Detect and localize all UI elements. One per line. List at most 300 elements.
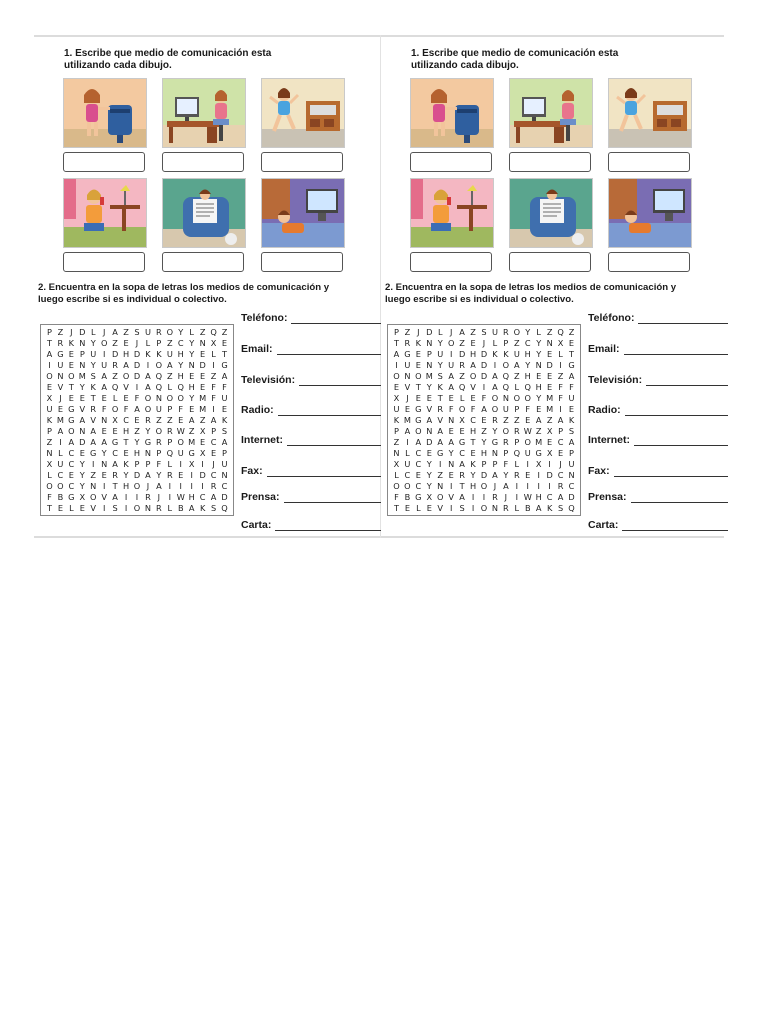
word-search-letter: V bbox=[90, 502, 97, 513]
word-search-letter: Y bbox=[448, 447, 454, 458]
word-search-letter: J bbox=[504, 491, 508, 502]
word-search-letter: F bbox=[558, 382, 563, 393]
word-search-letter: C bbox=[57, 469, 64, 480]
word-search-letter: C bbox=[557, 469, 564, 480]
word-search-letter: T bbox=[68, 382, 74, 393]
word-search-letter: Z bbox=[459, 371, 465, 382]
television-scene-icon bbox=[608, 178, 692, 248]
word-search-letter: O bbox=[393, 480, 400, 491]
word-search-letter: U bbox=[502, 404, 509, 415]
word-search-letter: F bbox=[503, 458, 509, 469]
word-search-letter: A bbox=[210, 491, 217, 502]
word-search-letter: F bbox=[123, 404, 129, 415]
word-search-letter: C bbox=[459, 447, 465, 458]
word-search-letter: I bbox=[482, 382, 486, 393]
word-search-letter: Y bbox=[79, 382, 85, 393]
word-search-letter: I bbox=[548, 480, 551, 491]
word-search-letter: A bbox=[481, 404, 487, 415]
word-search-letter: N bbox=[155, 393, 162, 404]
word-search-letter: Z bbox=[535, 425, 542, 436]
word-search-letter: O bbox=[447, 338, 455, 349]
word-search-letter: V bbox=[426, 404, 433, 415]
word-search-letter: R bbox=[145, 491, 151, 502]
word-search-letter: A bbox=[459, 491, 465, 502]
word-search-letter: D bbox=[480, 349, 488, 360]
word-search-letter: X bbox=[459, 414, 465, 425]
word-search-letter: J bbox=[70, 327, 73, 338]
word-search-letter: S bbox=[134, 327, 140, 338]
word-search-letter: N bbox=[79, 338, 86, 349]
word-search-letter: E bbox=[459, 425, 465, 436]
word-search-letter: F bbox=[222, 382, 227, 393]
word-search-letter: A bbox=[426, 414, 433, 425]
word-search-letter: Y bbox=[426, 469, 432, 480]
word-search-letter: U bbox=[568, 393, 575, 404]
word-search-letter: R bbox=[112, 360, 118, 371]
answer-line[interactable] bbox=[291, 313, 381, 324]
word-search-letter: E bbox=[200, 436, 206, 447]
word-search-letter: F bbox=[394, 491, 399, 502]
answer-line[interactable] bbox=[638, 313, 728, 324]
word-search-letter: D bbox=[480, 360, 488, 371]
word-search-letter: A bbox=[90, 436, 97, 447]
word-search-letter: P bbox=[156, 447, 162, 458]
word-search-letter: B bbox=[57, 491, 64, 502]
word-search-letter: T bbox=[415, 382, 421, 393]
word-search-letter: A bbox=[448, 436, 454, 447]
answer-box-6[interactable] bbox=[261, 252, 343, 272]
word-search-letter: P bbox=[426, 349, 432, 360]
word-search-letter: O bbox=[100, 338, 108, 349]
word-search-letter: O bbox=[68, 371, 75, 382]
word-search-letter: Z bbox=[393, 436, 400, 447]
word-search-letter: W bbox=[176, 425, 185, 436]
word-search-letter: Y bbox=[426, 458, 432, 469]
word-search-letter: E bbox=[79, 502, 85, 513]
word-search-letter: A bbox=[167, 360, 173, 371]
word-search-letter: U bbox=[448, 360, 455, 371]
word-search-letter: U bbox=[101, 360, 108, 371]
word-search-letter: I bbox=[406, 436, 409, 447]
word-search-letter: D bbox=[480, 469, 488, 480]
word-search-letter: I bbox=[48, 360, 51, 371]
word-search-letter: F bbox=[481, 393, 487, 404]
word-search-letter: G bbox=[437, 447, 444, 458]
answer-line[interactable] bbox=[275, 520, 381, 531]
mailbox-scene-icon bbox=[410, 78, 494, 148]
word-search-letter: I bbox=[124, 502, 128, 513]
word-search-letter: I bbox=[190, 480, 193, 491]
word-search-letter: M bbox=[199, 393, 207, 404]
word-search-letter: E bbox=[200, 349, 206, 360]
word-search-letter: B bbox=[524, 502, 531, 513]
word-search-letter: E bbox=[68, 393, 74, 404]
word-search-letter: E bbox=[404, 502, 410, 513]
word-search-letter: Z bbox=[470, 327, 476, 338]
word-search-letter: E bbox=[470, 447, 476, 458]
word-search-letter: O bbox=[122, 371, 130, 382]
word-search-letter: E bbox=[448, 393, 454, 404]
word-search-letter: A bbox=[535, 414, 542, 425]
word-search-letter: A bbox=[112, 458, 118, 469]
word-search-letter: E bbox=[57, 502, 63, 513]
word-search-letter: Q bbox=[155, 382, 163, 393]
word-search-letter: D bbox=[568, 491, 575, 502]
word-search-letter: Z bbox=[57, 327, 64, 338]
word-search-letter: I bbox=[102, 502, 106, 513]
word-search-letter: I bbox=[526, 480, 529, 491]
word-search-letter: Q bbox=[221, 502, 228, 513]
word-search-letter: Y bbox=[156, 469, 162, 480]
word-search-letter: Y bbox=[178, 327, 184, 338]
word-search-letter: R bbox=[112, 469, 118, 480]
word-search-letter: I bbox=[135, 491, 139, 502]
word-search-letter: C bbox=[524, 338, 531, 349]
word-search-letter: Y bbox=[525, 360, 531, 371]
newspaper-scene-icon bbox=[162, 178, 246, 248]
word-search-letter: J bbox=[449, 327, 453, 338]
word-search-letter: H bbox=[535, 382, 542, 393]
answer-box-5[interactable] bbox=[162, 252, 244, 272]
word-search-letter: I bbox=[201, 458, 204, 469]
word-search-letter: D bbox=[111, 349, 119, 360]
word-search-letter: O bbox=[68, 425, 75, 436]
word-search-letter: U bbox=[491, 327, 498, 338]
word-search-letter: Q bbox=[155, 371, 163, 382]
word-search-letter: L bbox=[416, 502, 421, 513]
word-search-letter: V bbox=[437, 502, 444, 513]
question-2-text: 2. Encuentra en la sopa de letras los medios de comunicación y luego escribe si es individual o colectivo. bbox=[38, 282, 330, 305]
word-search-letter: A bbox=[112, 327, 118, 338]
word-search-letter: M bbox=[403, 414, 411, 425]
word-search-letter: P bbox=[167, 404, 173, 415]
word-search-letter: M bbox=[188, 436, 196, 447]
word-search-letter: P bbox=[134, 458, 140, 469]
word-search-letter: Z bbox=[123, 327, 129, 338]
answer-box-4[interactable] bbox=[63, 252, 145, 272]
word-search-letter: Q bbox=[177, 382, 184, 393]
word-search-letter: K bbox=[568, 414, 575, 425]
question-1-text: 1. Escribe que medio de comunicación esta utilizando cada dibujo. bbox=[411, 48, 619, 71]
word-search-letter: O bbox=[415, 371, 422, 382]
answer-line[interactable] bbox=[277, 344, 381, 355]
word-search-letter: A bbox=[188, 502, 195, 513]
word-search-letter: A bbox=[492, 382, 498, 393]
word-search-letter: I bbox=[559, 360, 562, 371]
word-search-letter: K bbox=[503, 349, 509, 360]
word-search-letter: C bbox=[221, 480, 228, 491]
word-search-letter: F bbox=[448, 404, 454, 415]
word-search-letter: L bbox=[536, 327, 541, 338]
word-search-letter: H bbox=[469, 480, 477, 491]
worksheet-copy-right bbox=[385, 40, 725, 535]
word-search-letter: P bbox=[156, 338, 162, 349]
word-search-letter: A bbox=[557, 491, 564, 502]
word-search-letter: O bbox=[155, 425, 163, 436]
word-search-letter: B bbox=[404, 491, 411, 502]
word-search-letter: T bbox=[90, 393, 96, 404]
label-carta: Carta: bbox=[588, 517, 728, 531]
word-search-letter: Y bbox=[79, 469, 85, 480]
word-search-letter: C bbox=[415, 458, 422, 469]
word-search-letter: Q bbox=[458, 382, 466, 393]
word-search-letter: I bbox=[135, 382, 139, 393]
computer-scene-icon bbox=[162, 78, 246, 148]
word-search-letter: Q bbox=[513, 447, 521, 458]
answer-box-2[interactable] bbox=[162, 152, 244, 172]
word-search-letter: X bbox=[546, 447, 553, 458]
word-search-letter: E bbox=[210, 447, 217, 458]
word-search-letter: P bbox=[394, 327, 399, 338]
word-search-letter: E bbox=[79, 393, 85, 404]
word-search-letter: Q bbox=[524, 382, 531, 393]
answer-line[interactable] bbox=[299, 375, 381, 386]
word-search-letter: G bbox=[221, 360, 228, 371]
word-search-letter: F bbox=[134, 393, 140, 404]
word-search-letter: N bbox=[546, 338, 553, 349]
word-search-letter: Y bbox=[178, 360, 184, 371]
word-search-letter: V bbox=[123, 382, 129, 393]
answer-box-1[interactable] bbox=[63, 152, 145, 172]
word-search-letter: I bbox=[493, 360, 497, 371]
word-search-letter: R bbox=[492, 491, 498, 502]
word-search-letter: K bbox=[492, 349, 498, 360]
word-search-letter: M bbox=[199, 404, 207, 415]
word-search-letter: Z bbox=[112, 371, 118, 382]
word-search-letter: G bbox=[491, 436, 499, 447]
word-search-letter: Y bbox=[189, 338, 195, 349]
word-search-letter: L bbox=[405, 447, 410, 458]
word-search-letter: R bbox=[156, 327, 162, 338]
word-search-letter: E bbox=[415, 393, 421, 404]
word-search-letter: P bbox=[503, 447, 509, 458]
word-search-letter: A bbox=[210, 414, 217, 425]
word-search-letter: E bbox=[68, 360, 74, 371]
word-search-letter: Z bbox=[481, 425, 487, 436]
word-search-letter: H bbox=[133, 447, 141, 458]
word-search-letter: E bbox=[393, 382, 400, 393]
word-search-letter: U bbox=[513, 349, 520, 360]
answer-line[interactable] bbox=[284, 492, 381, 503]
word-search-letter: O bbox=[480, 502, 488, 513]
telephone-scene-icon bbox=[410, 178, 494, 248]
word-search-letter: N bbox=[144, 447, 151, 458]
word-search-letter: E bbox=[123, 338, 129, 349]
word-search-letter: Z bbox=[503, 414, 509, 425]
word-search-letter: A bbox=[470, 360, 476, 371]
word-search-letter: Y bbox=[134, 436, 140, 447]
word-search-letter: R bbox=[492, 414, 498, 425]
word-search-letter: A bbox=[404, 425, 411, 436]
word-search-letter: U bbox=[437, 349, 444, 360]
word-search-letter: I bbox=[124, 491, 128, 502]
word-search-letter: A bbox=[535, 502, 542, 513]
word-search-letter: W bbox=[523, 425, 532, 436]
word-search-letter: R bbox=[513, 469, 520, 480]
word-search-letter: O bbox=[491, 393, 499, 404]
word-search-letter: Z bbox=[546, 327, 553, 338]
word-search-letter: L bbox=[459, 393, 465, 404]
answer-line[interactable] bbox=[287, 435, 381, 446]
word-search-letter: E bbox=[189, 404, 195, 415]
label-email: Email: bbox=[241, 341, 381, 355]
answer-line[interactable] bbox=[631, 492, 728, 503]
word-search-letter: I bbox=[168, 491, 172, 502]
mailbox-scene-icon bbox=[63, 78, 147, 148]
word-search-letter: Z bbox=[112, 338, 118, 349]
word-search-letter: T bbox=[393, 502, 399, 513]
word-search-letter: H bbox=[524, 371, 531, 382]
word-search-letter: N bbox=[535, 360, 542, 371]
word-search-letter: L bbox=[69, 502, 74, 513]
label-fax: Fax: bbox=[241, 463, 381, 477]
word-search-letter: X bbox=[426, 491, 433, 502]
word-search-letter: P bbox=[47, 425, 52, 436]
word-search-letter: J bbox=[406, 393, 409, 404]
word-search-letter: N bbox=[221, 469, 228, 480]
word-search-letter: G bbox=[68, 414, 75, 425]
word-search-letter: A bbox=[503, 480, 509, 491]
answer-box-1[interactable] bbox=[410, 152, 492, 172]
word-search-letter: X bbox=[535, 458, 542, 469]
word-search-letter: N bbox=[144, 502, 151, 513]
word-search-letter: G bbox=[111, 436, 119, 447]
word-search-letter: J bbox=[417, 327, 420, 338]
word-search-letter: C bbox=[210, 436, 217, 447]
word-search-letter: A bbox=[557, 414, 564, 425]
label-carta: Carta: bbox=[241, 517, 381, 531]
word-search-letter: A bbox=[568, 436, 575, 447]
word-search-letter: L bbox=[189, 327, 194, 338]
label-internet: Internet: bbox=[241, 432, 381, 446]
word-search-letter: A bbox=[393, 349, 400, 360]
word-search-letter: U bbox=[90, 349, 97, 360]
telephone-scene-icon bbox=[63, 178, 147, 248]
word-search-letter: C bbox=[470, 414, 476, 425]
word-search-letter: H bbox=[122, 425, 130, 436]
word-search-letter: O bbox=[166, 327, 174, 338]
word-search-letter: A bbox=[112, 491, 118, 502]
word-search-letter: R bbox=[90, 404, 97, 415]
answer-box-3[interactable] bbox=[261, 152, 343, 172]
word-search-letter: A bbox=[145, 371, 151, 382]
word-search-letter: I bbox=[537, 469, 540, 480]
word-search-letter: U bbox=[221, 458, 228, 469]
word-search-letter: E bbox=[46, 382, 53, 393]
computer-scene-icon bbox=[509, 78, 593, 148]
word-search-letter: D bbox=[221, 491, 228, 502]
word-search-letter: K bbox=[546, 502, 553, 513]
word-search-letter: Z bbox=[188, 425, 195, 436]
answer-line[interactable] bbox=[634, 435, 728, 446]
word-search-letter: Q bbox=[502, 382, 510, 393]
top-divider bbox=[34, 35, 724, 37]
answer-box-4[interactable] bbox=[410, 252, 492, 272]
word-search-letter: Y bbox=[426, 480, 432, 491]
word-search-letter: X bbox=[46, 458, 53, 469]
word-search-letter: Y bbox=[101, 447, 107, 458]
word-search-grid bbox=[40, 324, 234, 516]
word-search-letter: O bbox=[166, 393, 174, 404]
answer-line[interactable] bbox=[625, 405, 728, 416]
word-search-letter: G bbox=[188, 447, 195, 458]
answer-line[interactable] bbox=[622, 520, 728, 531]
word-search-letter: E bbox=[568, 404, 575, 415]
word-search-letter: I bbox=[482, 491, 486, 502]
word-search-letter: E bbox=[178, 414, 184, 425]
word-search-letter: H bbox=[469, 349, 477, 360]
word-search-letter: I bbox=[190, 469, 193, 480]
word-search-letter: U bbox=[155, 404, 162, 415]
word-search-letter: J bbox=[212, 458, 215, 469]
word-search-letter: T bbox=[393, 338, 399, 349]
word-search-letter: S bbox=[90, 371, 96, 382]
answer-line[interactable] bbox=[267, 466, 381, 477]
answer-box-6[interactable] bbox=[608, 252, 690, 272]
word-search-letter: A bbox=[156, 480, 162, 491]
word-search-letter: L bbox=[167, 458, 173, 469]
word-search-letter: Y bbox=[437, 360, 443, 371]
word-search-letter: O bbox=[177, 393, 184, 404]
word-search-letter: I bbox=[537, 480, 540, 491]
answer-box-2[interactable] bbox=[509, 152, 591, 172]
word-search-letter: E bbox=[221, 338, 228, 349]
word-search-letter: L bbox=[167, 502, 173, 513]
word-search-letter: E bbox=[448, 425, 454, 436]
word-search-letter: O bbox=[133, 480, 141, 491]
word-search-letter: Y bbox=[481, 436, 487, 447]
word-search-letter: K bbox=[437, 382, 443, 393]
word-search-letter: D bbox=[546, 469, 553, 480]
word-search-letter: N bbox=[79, 360, 86, 371]
word-search-letter: A bbox=[188, 414, 195, 425]
word-search-letter: E bbox=[404, 404, 410, 415]
word-search-letter: E bbox=[525, 469, 531, 480]
word-search-letter: T bbox=[46, 338, 52, 349]
word-search-letter: F bbox=[525, 404, 531, 415]
word-search-letter: I bbox=[59, 436, 62, 447]
word-search-letter: E bbox=[536, 404, 542, 415]
word-search-letter: X bbox=[188, 458, 195, 469]
word-search-letter: U bbox=[177, 447, 184, 458]
word-search-letter: R bbox=[459, 360, 465, 371]
answer-line[interactable] bbox=[646, 375, 728, 386]
word-search-letter: O bbox=[491, 404, 499, 415]
word-search-letter: L bbox=[112, 393, 118, 404]
answer-line[interactable] bbox=[624, 344, 728, 355]
word-search-letter: E bbox=[426, 393, 432, 404]
word-search-letter: K bbox=[156, 349, 162, 360]
word-search-letter: A bbox=[492, 371, 498, 382]
worksheet-copy-left bbox=[38, 40, 378, 535]
word-search-letter: R bbox=[210, 480, 217, 491]
word-search-letter: M bbox=[546, 393, 554, 404]
answer-line[interactable] bbox=[278, 405, 381, 416]
answer-box-3[interactable] bbox=[608, 152, 690, 172]
word-search-letter: A bbox=[568, 371, 575, 382]
word-search-letter: V bbox=[101, 491, 107, 502]
word-search-letter: X bbox=[546, 425, 553, 436]
word-search-letter: O bbox=[458, 404, 466, 415]
word-search-letter: V bbox=[448, 491, 454, 502]
word-search-letter: D bbox=[426, 436, 433, 447]
word-search-letter: U bbox=[393, 404, 400, 415]
word-search-letter: O bbox=[502, 360, 510, 371]
answer-line[interactable] bbox=[614, 466, 728, 477]
answer-box-5[interactable] bbox=[509, 252, 591, 272]
word-search-letter: K bbox=[145, 349, 151, 360]
word-search-letter: E bbox=[557, 447, 564, 458]
